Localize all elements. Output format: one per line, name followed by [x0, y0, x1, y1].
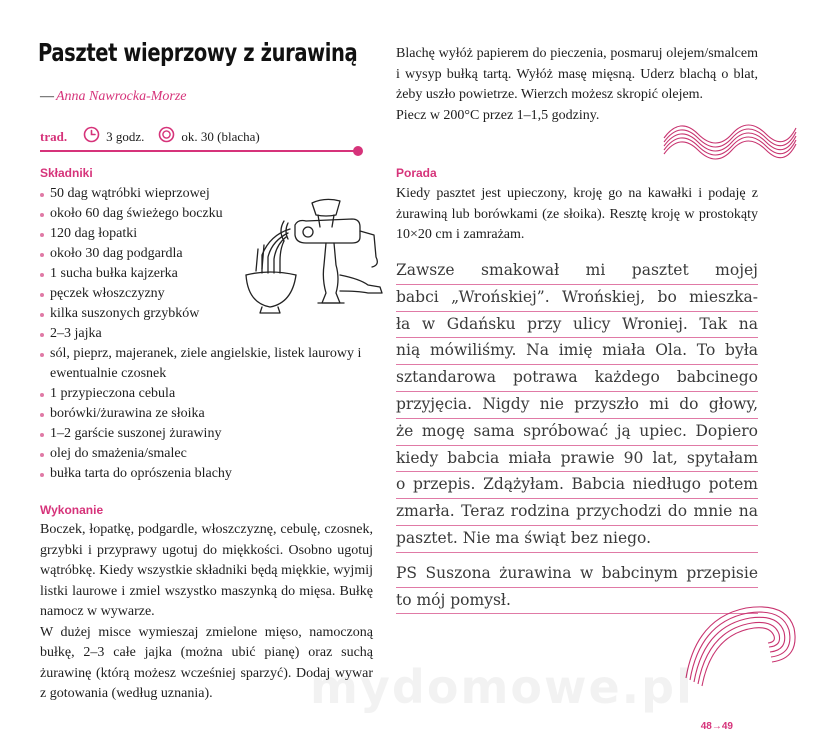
difficulty-label: trad. — [40, 128, 68, 144]
handwritten-line: o przepis. Zdążyłam. Babcia niedługo potem — [396, 472, 758, 499]
handwritten-line: że mogę sama spróbować ją upiec. Dopiero — [396, 419, 758, 446]
baking-paragraph: Blachę wyłóż papierem do pieczenia, posmaruj olejem/smalcem i wysyp bułką tartą. Wyłóż masę mięsną. Uderz blachą o blat, żeby uszło powietrze. Wierzch możesz skropić olejem. — [396, 46, 758, 102]
handwritten-line: przyjęcia. Nigdy nie przyszło mi do głowy, — [396, 392, 758, 419]
clock-icon — [83, 126, 100, 147]
method-paragraph: Boczek, łopatkę, podgardle, włoszczyznę, cebulę, czosnek, grzybki i przyprawy ugotuj do miękkości. Osobno ugotuj wątróbkę. Kiedy wszystkie składniki będą miękkie, wyjmij listki laurowe i zmiel wszystko maszynką do mięsa. Bułkę namocz w wywarze. — [40, 522, 373, 619]
watermark: mydomowe.pl — [310, 660, 694, 714]
ingredient-item: 120 dag łopatki — [40, 224, 370, 244]
method-paragraph: W dużej misce wymieszaj zmielone mięso, namoczoną bułkę, 2–3 całe jajka (można ubić pianę) oraz suchą żurawinę (którą możesz wcześniej sparzyć). Dodaj wywar z gotowania (według uznania). — [40, 624, 373, 701]
tip-heading: Porada — [396, 166, 437, 180]
handwritten-line: nią mówiliśmy. Na imię miała Ola. To była — [396, 338, 758, 365]
baking-paragraph: Piecz w 200°C przez 1–1,5 godziny. — [396, 107, 600, 123]
squiggle-decoration — [660, 108, 800, 173]
ingredient-item: olej do smażenia/smalec — [40, 444, 370, 464]
method-heading: Wykonanie — [40, 503, 104, 517]
recipe-title: Pasztet wieprzowy z żurawiną — [38, 38, 358, 67]
author-dash: — — [40, 89, 54, 104]
handwritten-line: sztandarowa potrawa każdego babcinego — [396, 365, 758, 392]
ps-line: PS Suszona żurawina w babcinym przepisie — [396, 561, 758, 588]
handwritten-story — [396, 258, 758, 614]
ingredient-item: 1 przypieczona cebula — [40, 384, 370, 404]
page-number: 48→49 — [700, 721, 733, 732]
ps-line: to mój pomysł. — [396, 588, 758, 615]
ingredient-item: borówki/żurawina ze słoika — [40, 404, 370, 424]
ingredient-item: około 60 dag świeżego boczku — [40, 204, 370, 224]
handwritten-line: kiedy babcia miała prawie 90 lat, spytałam — [396, 446, 758, 473]
portions: ok. 30 (blacha) — [181, 128, 260, 144]
ingredient-item: bułka tarta do oprószenia blachy — [40, 464, 370, 484]
ingredients-heading: Składniki — [40, 166, 93, 180]
handwritten-line: ła w Gdańsku przy ulicy Wroniej. Tak na — [396, 312, 758, 339]
plate-icon — [158, 126, 175, 147]
author-name: Anna Nawrocka-Morze — [56, 89, 187, 104]
ingredient-item: 1–2 garście suszonej żurawiny — [40, 424, 370, 444]
handwritten-line: babci „Wrońskiej”. Wrońskiej, bo mieszka- — [396, 285, 758, 312]
ingredient-item: około 30 dag podgardla — [40, 244, 370, 264]
tip-text: Kiedy pasztet jest upieczony, kroję go na kawałki i podaję z żurawiną lub borówkami (ze słoika). Resztę kroję w prostokąty 10×20 cm i zamrażam. — [396, 186, 758, 242]
ingredient-item: kilka suszonych grzybków — [40, 304, 370, 324]
handwritten-line: Zawsze smakował mi pasztet mojej — [396, 258, 758, 285]
ingredient-item: 50 dag wątróbki wieprzowej — [40, 184, 370, 204]
prep-time: 3 godz. — [106, 128, 145, 144]
handwritten-line: pasztet. Nie ma świąt bez niego. — [396, 526, 758, 553]
ingredient-item: 1 sucha bułka kajzerka — [40, 264, 370, 284]
meta-divider — [40, 150, 358, 152]
swirl-decoration — [676, 588, 806, 693]
ingredient-item: 2–3 jajka — [40, 324, 370, 344]
author-line — [40, 89, 187, 105]
ingredient-item: pęczek włoszczyzny — [40, 284, 370, 304]
handwritten-line: zmarła. Teraz rodzina przychodzi do mnie na — [396, 499, 758, 526]
recipe-meta — [40, 126, 370, 147]
meat-grinder-illustration — [240, 195, 390, 325]
ingredient-item: sól, pieprz, majeranek, ziele angielskie, listek laurowy i ewentualnie czosnek — [40, 344, 370, 384]
